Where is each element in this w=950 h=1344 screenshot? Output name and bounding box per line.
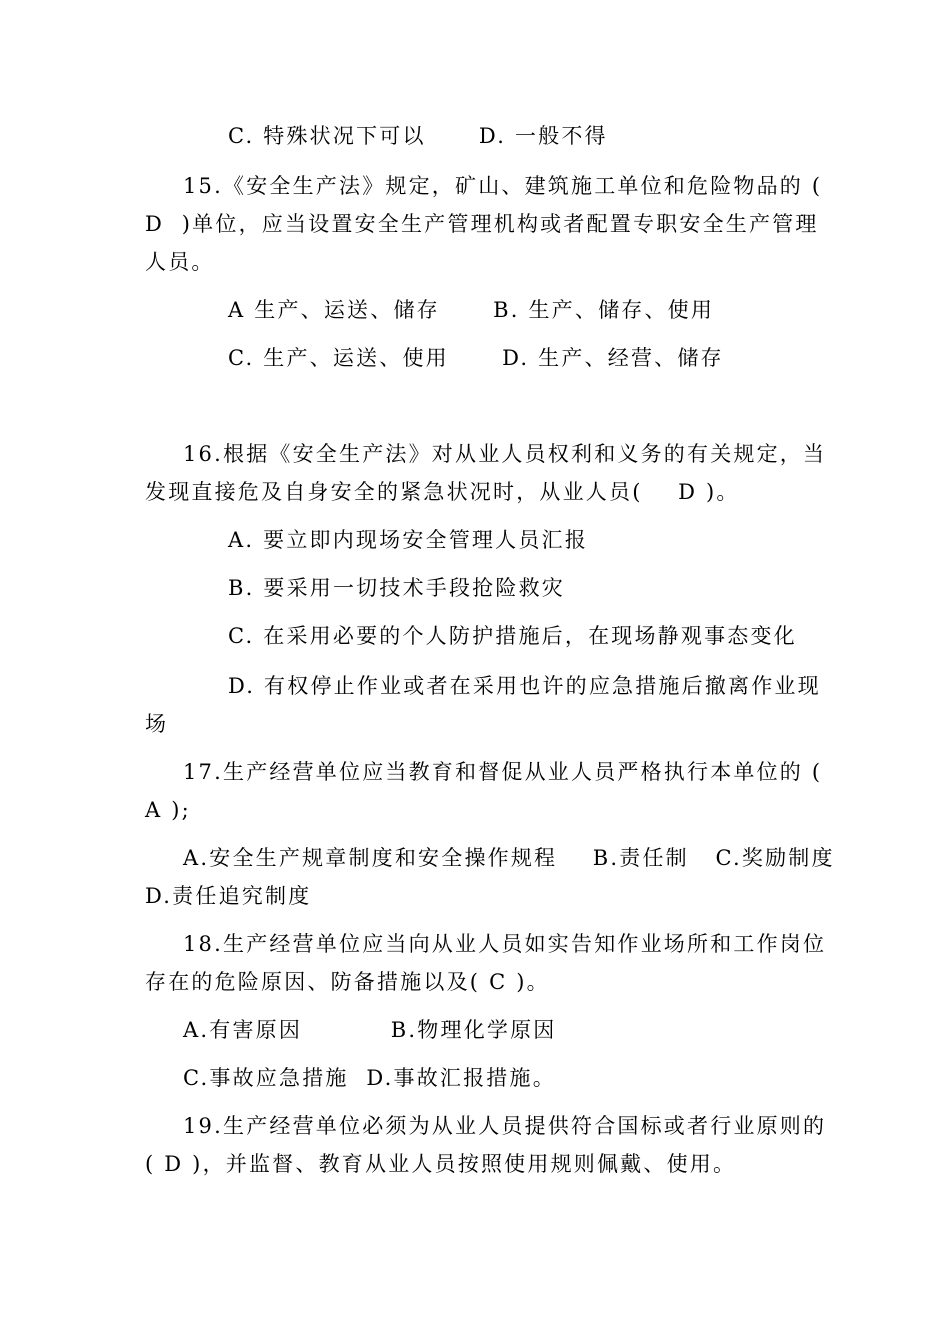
q17-option-d: D.责任追究制度 xyxy=(145,884,312,908)
q16-option-d-cont: 场 xyxy=(145,712,169,736)
q16-line-2: 发现直接危及自身安全的紧急状况时，从业人员( D )。 xyxy=(145,480,740,504)
q14-options-cd: C. 特殊状况下可以 D. 一般不得 xyxy=(228,124,608,148)
q15-options-cd: C. 生产、运送、使用 D. 生产、经营、储存 xyxy=(228,346,724,370)
q15-line-2: D )单位，应当设置安全生产管理机构或者配置专职安全生产管理 xyxy=(145,212,819,236)
q17-options: A.安全生产规章制度和安全操作规程 B.责任制 C.奖励制度 xyxy=(183,846,835,870)
q17-line-2: A ); xyxy=(145,798,191,822)
q19-line-1: 19.生产经营单位必须为从业人员提供符合国标或者行业原则的 xyxy=(183,1114,827,1138)
q18-options-cd: C.事故应急措施 D.事故汇报措施。 xyxy=(183,1066,556,1090)
q15-line-1: 15.《安全生产法》规定，矿山、建筑施工单位和危险物品的 ( xyxy=(183,174,823,198)
q19-line-2: ( D )，并监督、教育从业人员按照使用规则佩戴、使用。 xyxy=(145,1152,737,1176)
q16-option-d: D. 有权停止作业或者在采用也许的应急措施后撤离作业现 xyxy=(228,674,821,698)
q18-line-1: 18.生产经营单位应当向从业人员如实告知作业场所和工作岗位 xyxy=(183,932,827,956)
q18-line-2: 存在的危险原因、防备措施以及( C )。 xyxy=(145,970,550,994)
q17-line-1: 17.生产经营单位应当教育和督促从业人员严格执行本单位的 ( xyxy=(183,760,823,784)
q18-options-ab: A.有害原因 B.物理化学原因 xyxy=(183,1018,557,1042)
q15-options-ab: A 生产、运送、储存 B. 生产、储存、使用 xyxy=(228,298,715,322)
q15-line-3: 人员。 xyxy=(145,250,215,274)
q16-option-a: A. 要立即内现场安全管理人员汇报 xyxy=(228,528,588,552)
q16-option-c: C. 在采用必要的个人防护措施后，在现场静观事态变化 xyxy=(228,624,797,648)
q16-option-b: B. 要采用一切技术手段抢险救灾 xyxy=(228,576,565,600)
q16-line-1: 16.根据《安全生产法》对从业人员权利和义务的有关规定，当 xyxy=(183,442,827,466)
